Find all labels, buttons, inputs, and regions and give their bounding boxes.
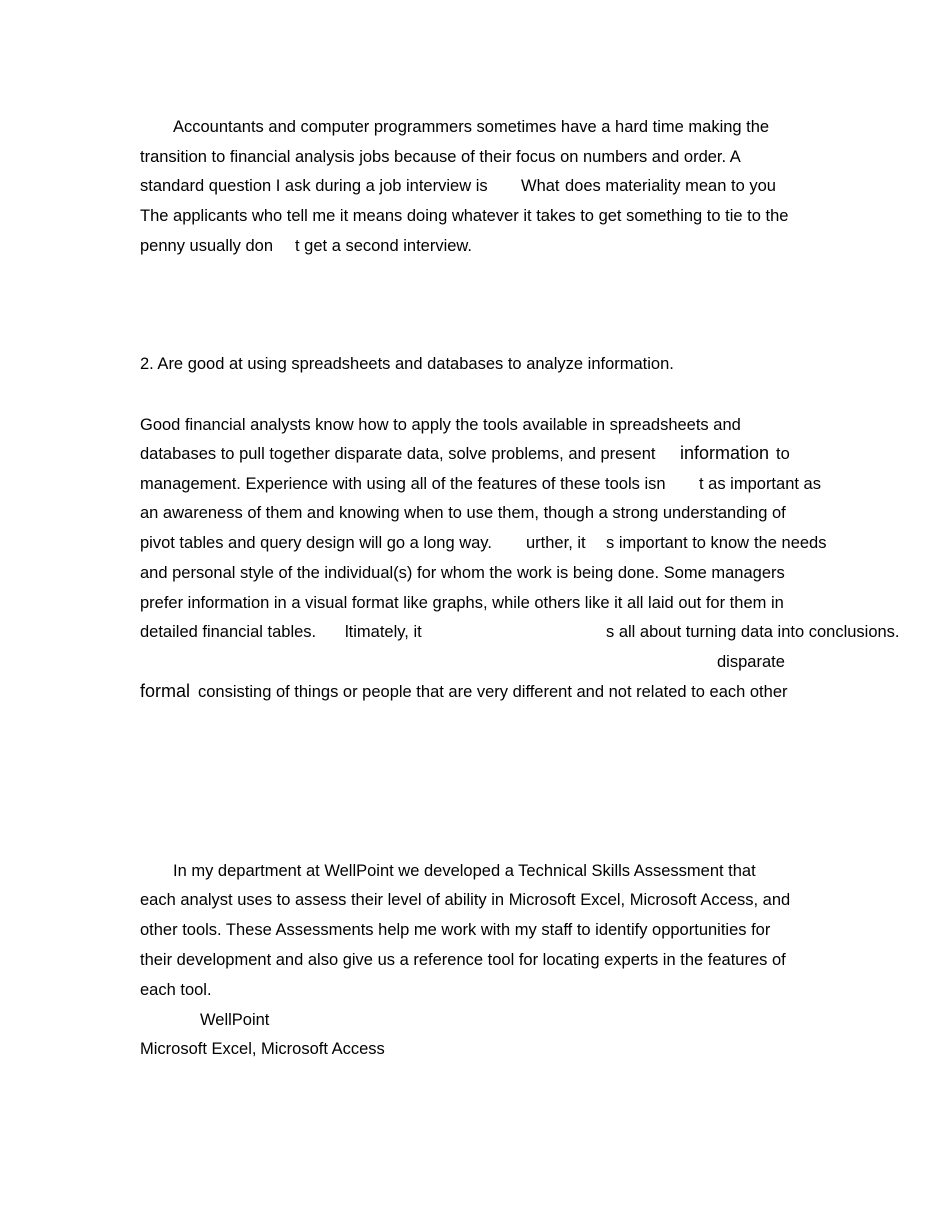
text-line: other tools. These Assessments help me work with my staff to identify opportunities for <box>140 921 771 939</box>
note-wellpoint: WellPoint <box>200 1011 270 1029</box>
text-fragment: s important to know <box>606 534 750 552</box>
text-fragment: What <box>521 177 560 195</box>
vocab-word: disparate <box>717 653 785 671</box>
text-fragment: information <box>680 443 770 463</box>
text-line: their development and also give us a reference tool for locating experts in the features of <box>140 951 786 969</box>
text-fragment: ltimately, it <box>345 623 422 641</box>
text-line: Accountants and computer programmers sometimes have a hard time making the <box>173 118 770 136</box>
text-fragment: t get a second interview. <box>295 237 473 255</box>
text-line: In my department at WellPoint we developed a Technical Skills Assessment that <box>173 862 756 880</box>
text-line: standard question I ask during a job interview is <box>140 177 488 195</box>
text-line: pivot tables and query design will go a long way. <box>140 534 492 552</box>
text-line: databases to pull together disparate data, solve problems, and present <box>140 445 656 463</box>
vocab-definition: consisting of things or people that are very different and not related to each other <box>198 683 788 701</box>
text-fragment: s all about turning data into conclusions. <box>606 623 900 641</box>
section-heading: 2. Are good at using spreadsheets and databases to analyze information. <box>140 355 674 373</box>
text-line: The applicants who tell me it means doing whatever it takes to get something to tie to the <box>140 207 789 225</box>
text-line: management. Experience with using all of the features of these tools isn <box>140 475 666 493</box>
text-fragment: urther, it <box>526 534 586 552</box>
vocab-register: formal <box>140 681 191 701</box>
text-fragment: the needs <box>754 534 827 552</box>
text-fragment: t as important as <box>699 475 821 493</box>
text-line: and personal style of the individual(s) for whom the work is being done. Some managers <box>140 564 785 582</box>
text-line: prefer information in a visual format like graphs, while others like it all laid out for them in <box>140 594 784 612</box>
text-fragment: to <box>776 445 790 463</box>
text-line: Good financial analysts know how to apply the tools available in spreadsheets and <box>140 416 741 434</box>
text-line: detailed financial tables. <box>140 623 317 641</box>
text-fragment: does materiality mean to you <box>565 177 776 195</box>
text-line: transition to financial analysis jobs because of their focus on numbers and order. A <box>140 148 741 166</box>
text-line: each analyst uses to assess their level of ability in Microsoft Excel, Microsoft Access, and <box>140 891 791 909</box>
text-line: an awareness of them and knowing when to use them, though a strong understanding of <box>140 504 786 522</box>
note-microsoft: Microsoft Excel, Microsoft Access <box>140 1040 385 1058</box>
text-line: penny usually don <box>140 237 274 255</box>
text-line: each tool. <box>140 981 212 999</box>
